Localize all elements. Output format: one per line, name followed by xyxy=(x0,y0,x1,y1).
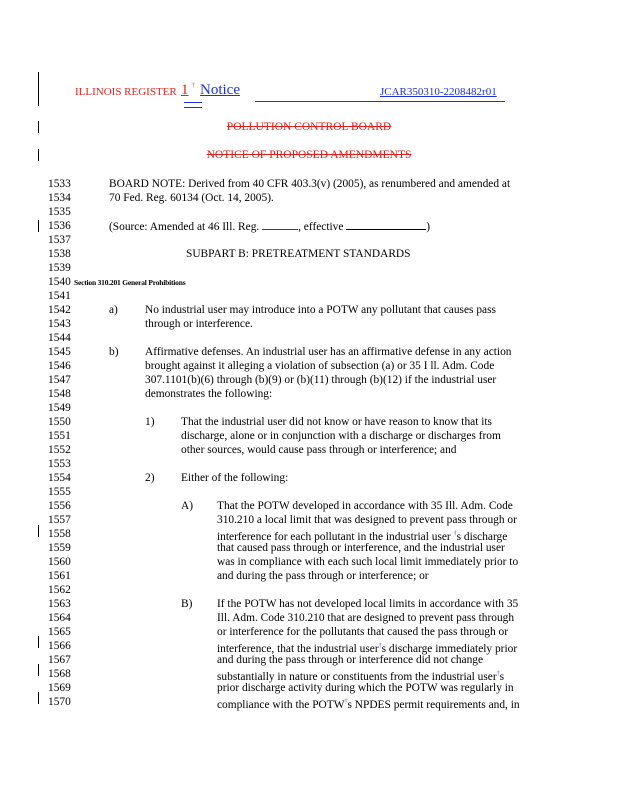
body-line: discharge, alone or in conjunction with a discharge or discharges from xyxy=(181,430,501,442)
effective-blank xyxy=(346,219,426,230)
body-line: brought against it alleging a violation of subsection (a) or 35 I ll. Adm. Code xyxy=(145,360,495,372)
body-line: other sources, would cause pass through or interference; and xyxy=(181,444,457,456)
change-bar xyxy=(38,72,39,106)
change-bar xyxy=(38,220,39,232)
line-number: 1539 xyxy=(48,262,71,274)
item-label-A: A) xyxy=(181,500,194,512)
line-number: 1540 xyxy=(48,276,71,288)
line-number: 1555 xyxy=(48,486,71,498)
body-line: Either of the following: xyxy=(181,472,289,484)
line-number: 1554 xyxy=(48,472,71,484)
line-part: substantially in nature or constituents from the industrial user xyxy=(217,670,497,683)
line-number: 1562 xyxy=(48,584,71,596)
body-line xyxy=(217,695,520,712)
footnote-mark: † xyxy=(496,671,500,677)
change-bar xyxy=(38,636,39,648)
line-number: 1538 xyxy=(48,248,71,260)
line-number: 1544 xyxy=(48,332,71,344)
body-line: No industrial user may introduce into a POTW any pollutant that causes pass xyxy=(145,304,496,316)
footnote-mark: † xyxy=(453,531,457,537)
section-heading: Section 310.201 General Prohibitions xyxy=(74,278,186,287)
source-note xyxy=(109,219,430,234)
item-label-B: B) xyxy=(181,598,193,610)
body-line: 310.210 a local limit that was designed to prevent pass through or xyxy=(217,514,517,526)
change-bar xyxy=(38,692,39,704)
item-label-a: a) xyxy=(109,304,118,316)
change-bar xyxy=(38,525,39,537)
line-part: s xyxy=(499,670,505,683)
line-number: 1557 xyxy=(48,514,71,526)
line-number: 1565 xyxy=(48,626,71,638)
subpart-heading: SUBPART B: PRETREATMENT STANDARDS xyxy=(186,248,411,260)
line-number: 1551 xyxy=(48,430,71,442)
line-number: 1561 xyxy=(48,570,71,582)
register-blank xyxy=(262,219,298,230)
body-line: 70 Fed. Reg. 60134 (Oct. 14, 2005). xyxy=(109,192,274,204)
source-close: ) xyxy=(426,221,431,233)
line-part: interference, that the industrial user xyxy=(217,642,379,655)
body-line: If the POTW has not developed local limits in accordance with 35 xyxy=(217,598,519,610)
line-number: 1552 xyxy=(48,444,71,456)
line-number: 1543 xyxy=(48,318,71,330)
line-number: 1566 xyxy=(48,640,71,652)
line-number: 1567 xyxy=(48,654,71,666)
line-number: 1547 xyxy=(48,374,71,386)
line-part: s discharge xyxy=(456,530,508,543)
body-line: Ill. Adm. Code 310.210 that are designed to prevent pass through xyxy=(217,612,515,624)
notice-title: NOTICE OF PROPOSED AMENDMENTS xyxy=(206,149,412,161)
body-line: through or interference. xyxy=(145,318,253,330)
line-number: 1570 xyxy=(48,696,71,708)
line-part: interference for each pollutant in the industrial user xyxy=(217,530,451,543)
line-number: 1563 xyxy=(48,598,71,610)
body-line: prior discharge activity during which the POTW was regularly in xyxy=(217,682,514,694)
body-line: or interference for the pollutants that caused the pass through or xyxy=(217,626,508,638)
line-number: 1560 xyxy=(48,556,71,568)
body-line: Affirmative defenses. An industrial user has an affirmative defense in any action xyxy=(145,346,512,358)
line-number: 1556 xyxy=(48,500,71,512)
body-line: 307.1101(b)(6) through (b)(9) or (b)(11) through (b)(12) if the industrial user xyxy=(145,374,497,386)
item-label-b: b) xyxy=(109,346,119,358)
line-number: 1534 xyxy=(48,192,71,204)
board-name: POLLUTION CONTROL BOARD xyxy=(226,121,392,133)
line-number: 1535 xyxy=(48,206,71,218)
line-number: 1558 xyxy=(48,528,71,540)
notice-label: Notice xyxy=(200,82,240,98)
change-bar xyxy=(38,664,39,676)
source-label: (Source: Amended at 46 Ill. Reg. xyxy=(109,221,263,233)
footnote-mark: † xyxy=(192,83,195,89)
line-number: 1537 xyxy=(48,234,71,246)
line-part: s discharge immediately prior xyxy=(381,642,518,655)
body-line: and during the pass through or interference did not change xyxy=(217,654,484,666)
board-note: BOARD NOTE: Derived from 40 CFR 403.3(v) (2005), as renumbered and amended at xyxy=(109,178,511,190)
item-label-2: 2) xyxy=(145,472,155,484)
line-number: 1550 xyxy=(48,416,71,428)
header-rule xyxy=(255,101,505,102)
item-label-1: 1) xyxy=(145,416,155,428)
line-number: 1542 xyxy=(48,304,71,316)
document-id: JCAR350310-2208482r01 xyxy=(380,86,497,98)
line-number: 1536 xyxy=(48,220,71,232)
register-title: ILLINOIS REGISTER xyxy=(75,86,177,98)
body-line: that caused pass through or interference, and the industrial user xyxy=(217,542,505,554)
line-part: s NPDES permit requirements and, in xyxy=(347,698,520,711)
footnote-mark: † xyxy=(378,643,382,649)
line-number: 1541 xyxy=(48,290,71,302)
double-rule xyxy=(184,102,202,108)
line-number: 1533 xyxy=(48,178,71,190)
line-part: compliance with the POTW xyxy=(217,698,345,711)
page-number: 1 xyxy=(181,82,189,98)
line-number: 1553 xyxy=(48,458,71,470)
line-number: 1549 xyxy=(48,402,71,414)
body-line: demonstrates the following: xyxy=(145,388,273,400)
line-number: 1564 xyxy=(48,612,71,624)
effective-label: , effective xyxy=(298,221,347,233)
body-line: and during the pass through or interference; or xyxy=(217,570,429,582)
line-number: 1545 xyxy=(48,346,71,358)
line-number: 1546 xyxy=(48,360,71,372)
footnote-mark: † xyxy=(344,699,348,705)
body-line: That the industrial user did not know or have reason to know that its xyxy=(181,416,492,428)
line-number: 1569 xyxy=(48,682,71,694)
line-number: 1548 xyxy=(48,388,71,400)
line-number: 1568 xyxy=(48,668,71,680)
line-number: 1559 xyxy=(48,542,71,554)
body-line: That the POTW developed in accordance with 35 Ill. Adm. Code xyxy=(217,500,513,512)
body-line: was in compliance with each such local limit immediately prior to xyxy=(217,556,519,568)
